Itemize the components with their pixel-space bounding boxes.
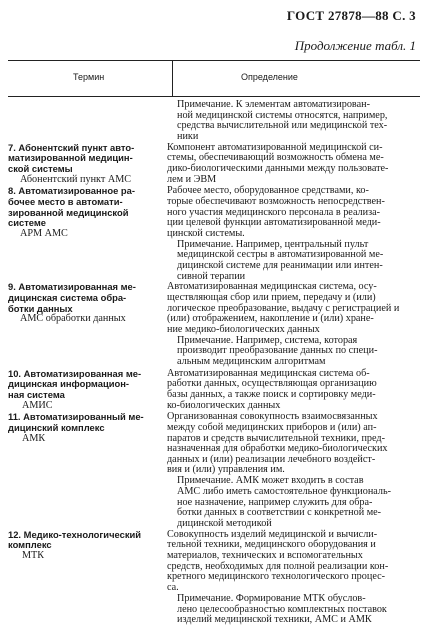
term-entry-12 bbox=[8, 530, 164, 562]
definition-entry-12 bbox=[167, 530, 419, 594]
term-entry-10 bbox=[8, 369, 164, 411]
definition-line: кретного медицинского технологического процес- bbox=[167, 571, 386, 583]
definition-entry-8 bbox=[167, 186, 419, 239]
column-divider bbox=[172, 61, 173, 96]
note-line: ной медицинской системы относятся, например, bbox=[177, 109, 388, 121]
note-line: сивной терапии bbox=[177, 270, 246, 282]
note-line: средства вычислительной или медицинской тех- bbox=[177, 120, 388, 132]
definition-line: ние медико-биологических данных bbox=[167, 323, 320, 335]
term-line: ской системы bbox=[8, 162, 73, 174]
note-line: дицинской системе для реанимации или интен- bbox=[177, 259, 383, 271]
column-header-term: Термин bbox=[73, 72, 105, 82]
term-line: ная система bbox=[8, 388, 65, 400]
definition-line: вия и (или) управления им. bbox=[167, 464, 285, 476]
term-abbreviation: АМК bbox=[22, 432, 46, 444]
definition-entry-10 bbox=[167, 369, 419, 411]
note-line: производит преобразование данных по специ- bbox=[177, 345, 378, 357]
term-abbreviation: Абонентский пункт АМС bbox=[20, 173, 132, 185]
term-line: зированной медицинской bbox=[8, 206, 129, 218]
definition-line: данных и (или) реализации лечебного воздейст- bbox=[167, 453, 376, 465]
definition-entry-9 bbox=[167, 282, 419, 335]
definition-line: материалов, технических и вспомогательных bbox=[167, 550, 363, 562]
note-line: лено целесообразностью комплектных поставок bbox=[177, 603, 387, 615]
definition-line: назначенная для обработки медико-биологических bbox=[167, 443, 388, 455]
note-entry-12 bbox=[167, 594, 419, 626]
note-line: Примечание. АМК может входить в состав bbox=[177, 475, 364, 487]
definition-line: ции целевой функции автоматизированной меди- bbox=[167, 217, 381, 229]
term-abbreviation: МТК bbox=[22, 550, 45, 562]
term-line: матизированной медицин- bbox=[8, 152, 133, 164]
definition-line: дико-биологическими данными между пользовате- bbox=[167, 162, 389, 174]
definition-line: Компонент автоматизированной медицинской си- bbox=[167, 141, 383, 153]
term-entry-11 bbox=[8, 412, 164, 444]
term-line: бочее место в автомати- bbox=[8, 195, 123, 207]
definition-line: Автоматизированная медицинская система, осу- bbox=[167, 281, 377, 293]
definition-line: логическое преобразование, выдачу с регистрацией и bbox=[167, 302, 400, 314]
term-line: дицинский комплекс bbox=[8, 421, 105, 433]
definition-line: ществляющая сбор или прием, передачу и (или) bbox=[167, 292, 376, 304]
definition-entry-7 bbox=[167, 143, 419, 185]
definition-line: работки данных, осуществляющая организацию bbox=[167, 378, 377, 390]
definition-line: (или) отображением, накопление и (или) хране- bbox=[167, 313, 374, 325]
definition-line: стемы, обеспечивающий возможность обмена ме- bbox=[167, 152, 384, 164]
definition-line: между собой медицинских приборов и (или) ап- bbox=[167, 421, 377, 433]
gost-header: ГОСТ 27878—88 С. 3 bbox=[286, 8, 416, 23]
term-line: системе bbox=[8, 217, 47, 229]
definition-line: средств, необходимых для полной реализации кон- bbox=[167, 560, 389, 572]
note-line: ное назначение, например служить для обра- bbox=[177, 496, 373, 508]
definition-line: базы данных, а также поиск и сортировку меди- bbox=[167, 388, 376, 400]
term-abbreviation: АМС обработки данных bbox=[20, 313, 126, 325]
term-line: 12. Медико-технологический bbox=[8, 528, 142, 540]
note-line: медицинской сестры в автоматизированной ме- bbox=[177, 249, 384, 261]
term-line: 8. Автоматизированное ра- bbox=[8, 185, 135, 197]
definition-line: Рабочее место, оборудованное средствами, ко- bbox=[167, 185, 369, 197]
note-line: изделий медицинской техники, АМС и АМК bbox=[177, 614, 372, 626]
definition-line: Организованная совокупность взаимосвязанных bbox=[167, 411, 378, 423]
term-line: комплекс bbox=[8, 539, 52, 551]
note-entry-9 bbox=[167, 336, 419, 368]
note-line: альным медицинским алгоритмам bbox=[177, 356, 326, 368]
term-abbreviation: АРМ АМС bbox=[20, 227, 68, 239]
definition-line: лем и ЭВМ bbox=[167, 173, 217, 185]
note-continued bbox=[167, 100, 419, 142]
term-entry-7 bbox=[8, 143, 164, 185]
definition-entry-11 bbox=[167, 412, 419, 476]
note-line: Примечание. Формирование МТК обуслов- bbox=[177, 592, 366, 604]
note-entry-8 bbox=[167, 240, 419, 282]
term-line: 11. Автоматизированный ме- bbox=[8, 411, 144, 423]
note-line: дицинской методикой bbox=[177, 517, 272, 529]
term-line: 9. Автоматизированная ме- bbox=[8, 281, 136, 293]
note-line: АМС либо иметь самостоятельное функциональ- bbox=[177, 486, 392, 498]
definition-line: цинской системы. bbox=[167, 227, 245, 239]
definition-line: Совокупность изделий медицинской и вычисли- bbox=[167, 528, 378, 540]
term-entry-8 bbox=[8, 186, 164, 239]
definition-line: паратов и средств вычислительной техники, пред- bbox=[167, 432, 385, 444]
note-line: ботки данных в соответствии с конкретной ме- bbox=[177, 507, 382, 519]
definition-line: ного участия медицинского персонала в реализа- bbox=[167, 206, 381, 218]
note-line: Примечание. Например, система, которая bbox=[177, 334, 358, 346]
term-line: дицинская информацион- bbox=[8, 378, 129, 390]
note-line: Примечание. К элементам автоматизирован- bbox=[177, 99, 370, 110]
term-line: 7. Абонентский пункт авто- bbox=[8, 141, 135, 153]
definition-line: торые обеспечивают возможность непосредствен- bbox=[167, 195, 385, 207]
column-header-definition: Определение bbox=[241, 72, 298, 82]
term-line: ботки данных bbox=[8, 302, 73, 314]
note-line: ники bbox=[177, 130, 199, 142]
term-entry-9 bbox=[8, 282, 164, 324]
table-continuation-label: Продолжение табл. 1 bbox=[294, 38, 416, 53]
term-line: 10. Автоматизированная ме- bbox=[8, 367, 142, 379]
definition-line: тельной техники, медицинского оборудования и bbox=[167, 539, 376, 551]
term-line: дицинская система обра- bbox=[8, 292, 127, 304]
definition-line: ко-биологических данных bbox=[167, 399, 281, 411]
definition-line: Автоматизированная медицинская система об- bbox=[167, 367, 370, 379]
table-header bbox=[8, 60, 420, 97]
note-line: Примечание. Например, центральный пульт bbox=[177, 238, 369, 250]
term-abbreviation: АМИС bbox=[22, 399, 53, 411]
note-entry-11 bbox=[167, 476, 419, 529]
definition-line: са. bbox=[167, 581, 179, 593]
